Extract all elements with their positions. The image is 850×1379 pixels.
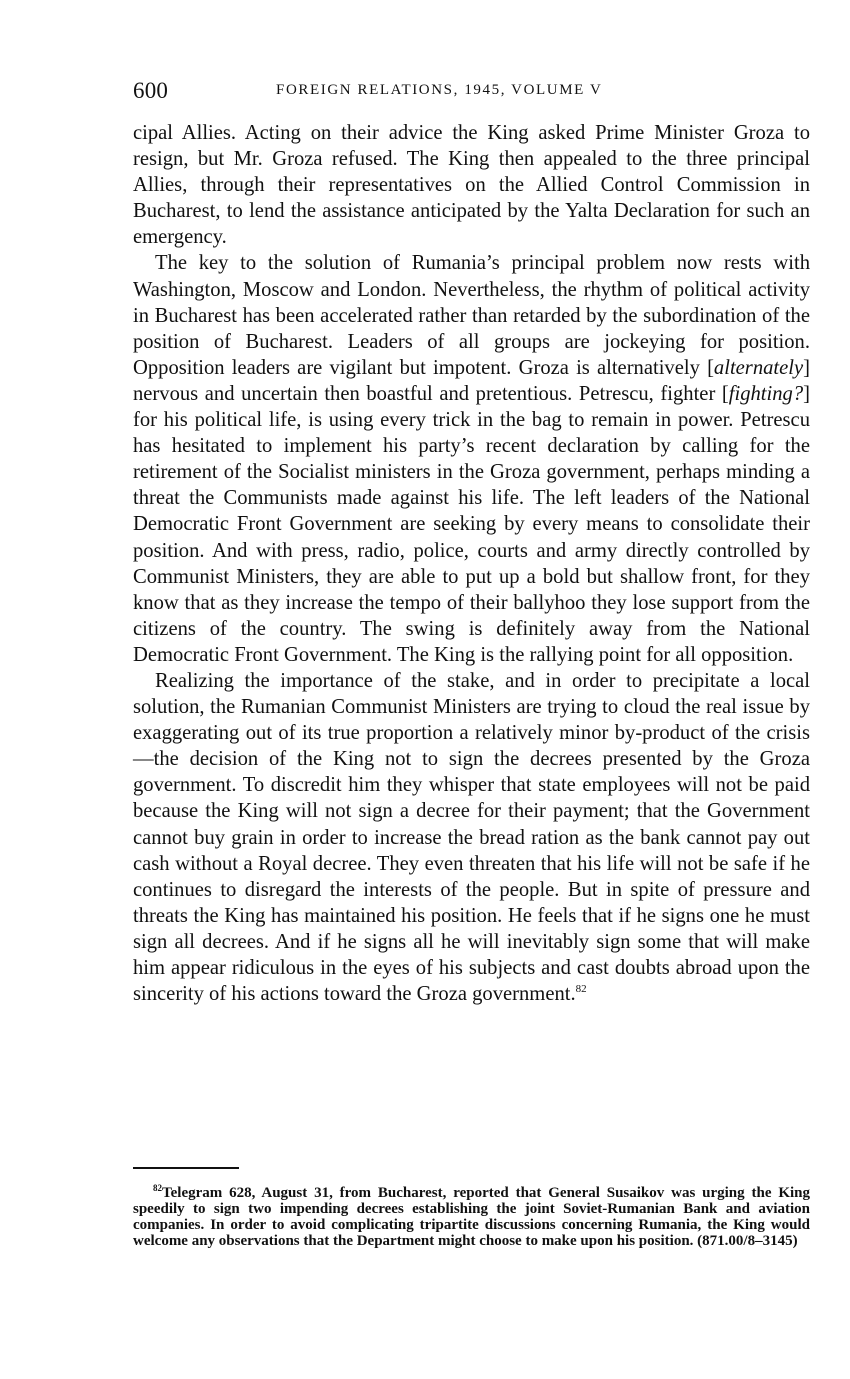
paragraph-1: cipal Allies. Acting on their advice the King asked Prime Minister Groza to resign, but Mr. Groza refused. The King then appealed to the three principal Allies, through their representatives on the Allied Control Commission in Bucharest, to lend the assistance anticipated by the Yalta Declaration for such an emergency. (133, 122, 810, 249)
footnote-file-number: (871.00/8–3145) (697, 1233, 798, 1249)
paragraph-2-part-2: nervous and uncertain then boastful and pretentious. Petrescu, fighter (133, 382, 722, 405)
footnote-divider (133, 1167, 239, 1169)
paragraph-3 (133, 668, 810, 1007)
footnote-marker: 82 (153, 1183, 162, 1193)
footnote (133, 1185, 810, 1249)
editorial-bracket-fighting: fighting? (728, 382, 804, 405)
editorial-bracket-alternately: alternately (713, 356, 804, 379)
paragraph-2-part-1: The key to the solution of Rumania’s principal problem now rests with Washington, Moscow and London. Nevertheless, the rhythm of political activity in Bucharest has been accelerated rather than retarded by the subordination of the position of Bucharest. Leaders of all groups are jockeying for position. Opposition leaders are vigilant but impotent. Groza is alternatively (133, 252, 810, 379)
paragraph-2: The key to the solution of Rumania’s principal problem now rests with Washington, Moscow and London. Nevertheless, the rhythm of political activity in Bucharest has been accelerated rather than retarded by the subordination of the position of Bucharest. Leaders of all groups are jockeying for position. Opposition leaders are vigilant but impotent. Groza is alternatively [alternately] nervous and uncertain then boastful and pretentious. Petrescu, fighter [fighting?] for his political life, is using every trick in the bag to remain in power. Petrescu has hesitated to implement his party’s recent declaration by calling for the retirement of the Socialist ministers in the Groza government, perhaps minding a threat the Communists made against his life. The left leaders of the National Democratic Front Government are seeking by every means to consolidate their position. And with press, radio, police, courts and army directly controlled by Communist Ministers, they are able to put up a bold but shallow front, for they know that as they increase the tempo of their ballyhoo they lose support from the citizens of the country. The swing is definitely away from the National Democratic Front Government. The King is the rallying point for all opposition. (133, 252, 810, 666)
page-number: 600 (133, 78, 169, 103)
page-header (133, 76, 810, 108)
paragraph-2-part-3: for his political life, is using every trick in the bag to remain in power. Petrescu has hesitated to implement his party’s recent declaration by calling for the retirement of the Socialist ministers in the Groza government, perhaps minding a threat the Communists made against his life. The left leaders of the National Democratic Front Government are seeking by every means to consolidate their position. And with press, radio, police, courts and army directly controlled by Communist Ministers, they are able to put up a bold but shallow front, for they know that as they increase the tempo of their ballyhoo they lose support from the citizens of the country. The swing is definitely away from the National Democratic Front Government. The King is the rallying point for all opposition. (133, 409, 810, 666)
main-text (133, 120, 810, 1007)
running-head: FOREIGN RELATIONS, 1945, VOLUME V (276, 82, 603, 98)
paragraph-3-text: Realizing the importance of the stake, and in order to precipitate a local solution, the Rumanian Communist Ministers are trying to cloud the real issue by exaggerating out of its true proportion a relatively minor by-product of the crisis—the decision of the King not to sign the decrees presented by the Groza government. To discredit him they whisper that state employees will not be paid because the King will not sign a decree for their payment; that the Government cannot buy grain in order to increase the bread ration as the bank cannot pay out cash without a Royal decree. They even threaten that his life will not be safe if he continues to disregard the interests of the people. But in spite of pressure and threats the King has maintained his position. He feels that if he signs one he must sign all decrees. And if he signs all he will inevitably sign some that will make him appear ridiculous in the eyes of his subjects and cast doubts abroad upon the sincerity of his actions toward the Groza government. (133, 669, 810, 1006)
footnote-text: Telegram 628, August 31, from Bucharest, reported that General Susaikov was urging the King speedily to sign two impending decrees establishing the joint Soviet-Rumanian Bank and aviation companies. In order to avoid complicating tripartite discussions concerning Rumania, the King would welcome any observations that the Department might choose to make upon his position. (133, 1185, 810, 1249)
footnote-reference[interactable]: 82 (575, 983, 587, 996)
